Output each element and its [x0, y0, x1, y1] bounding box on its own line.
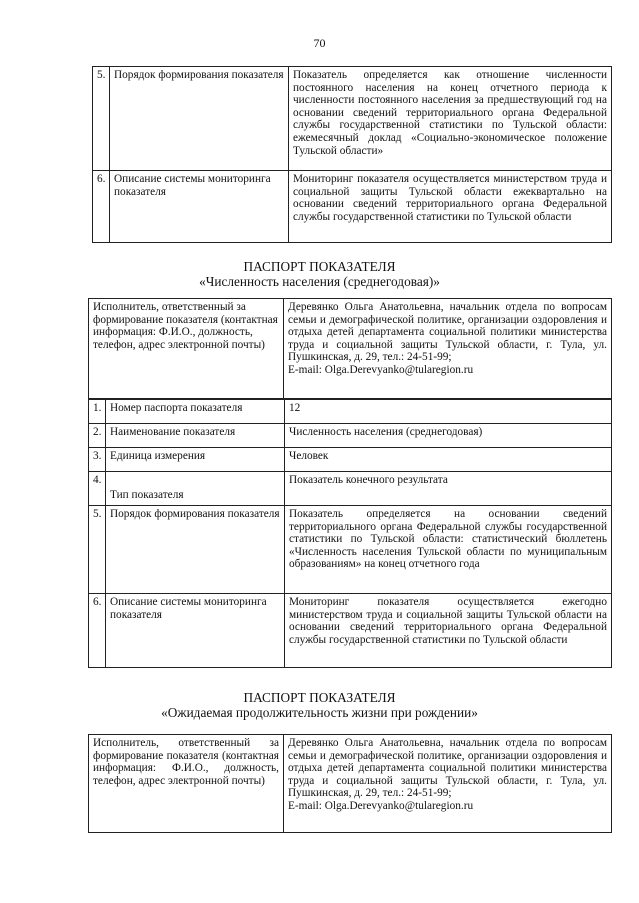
row-number: 3.	[89, 448, 106, 472]
row-number: 6.	[89, 594, 106, 668]
executor-info: Деревянко Ольга Анатольевна, начальник отдела по вопросам семьи и демографической политике, организации оздоровления и отдыха детей департамента социальной политики министерства труда и социальной защиты Тульской области, г. Тула, ул. Пушкинская, д. 29, тел.: 24-51-99;	[288, 301, 607, 364]
table-row	[93, 67, 612, 171]
passport-heading	[0, 690, 639, 720]
row-number: 5.	[93, 67, 110, 171]
page-number: 70	[313, 36, 326, 50]
executor-label: Исполнитель, ответственный за формирование показателя (контактная информация: Ф.И.О., должность, телефон, адрес электронной почты)	[89, 735, 284, 833]
executor-table	[88, 734, 612, 833]
row-value: Мониторинг показателя осуществляется министерством труда и социальной защиты Тульской области ежеквартально на основании сведений территориального органа Федеральной службы государственной статистики по Тульской области	[289, 171, 612, 243]
row-label: Единица измерения	[106, 448, 285, 472]
passport-table	[88, 399, 612, 668]
table-row	[89, 472, 612, 506]
row-value: Мониторинг показателя осуществляется ежегодно министерством труда и социальной защиты Тульской области на основании сведений территориального органа Федеральной службы государственной статистики по Тульской области	[285, 594, 612, 668]
table-row	[89, 735, 612, 833]
table-row	[89, 448, 612, 472]
executor-email: E-mail: Olga.Derevyanko@tularegion.ru	[288, 363, 474, 376]
row-label: Наименование показателя	[106, 424, 285, 448]
table-row	[93, 171, 612, 243]
continuation-table	[92, 66, 612, 243]
row-value: Показатель определяется как отношение численности постоянного населения на конец отчетного периода к численности постоянного населения за предшествующий год на основании сведений территориального органа Федеральной службы государственной статистики по Тульской области: ежемесячный доклад «Социально-экономическое положение Тульской области»	[289, 67, 612, 171]
row-number: 5.	[89, 506, 106, 594]
row-number: 6.	[93, 171, 110, 243]
row-number: 1.	[89, 400, 106, 424]
passport-subtitle: «Численность населения (среднегодовая)»	[199, 274, 440, 289]
row-label: Порядок формирования показателя	[106, 506, 285, 594]
executor-info: Деревянко Ольга Анатольевна, начальник отдела по вопросам семьи и демографической политике, организации оздоровления и отдыха детей департамента социальной политики министерства труда и социальной защиты Тульской области, г. Тула, ул. Пушкинская, д. 29, тел.: 24-51-99;	[288, 737, 607, 800]
executor-value	[284, 299, 612, 399]
table-row	[89, 400, 612, 424]
passport-title: ПАСПОРТ ПОКАЗАТЕЛЯ	[243, 259, 396, 274]
row-value: Численность населения (среднегодовая)	[285, 424, 612, 448]
executor-label: Исполнитель, ответственный за формирование показателя (контактная информация: Ф.И.О., должность, телефон, адрес электронной почты)	[89, 299, 284, 399]
row-value: 12	[285, 400, 612, 424]
table-row	[89, 424, 612, 448]
row-number: 2.	[89, 424, 106, 448]
row-number: 4.	[89, 472, 106, 506]
row-label: Описание системы мониторинга показателя	[106, 594, 285, 668]
table-row	[89, 299, 612, 399]
passport-subtitle: «Ожидаемая продолжительность жизни при рождении»	[161, 705, 478, 720]
row-value: Человек	[285, 448, 612, 472]
row-label: Номер паспорта показателя	[106, 400, 285, 424]
row-label: Порядок формирования показателя	[110, 67, 289, 171]
row-value: Показатель определяется на основании сведений территориального органа Федеральной службы государственной статистики по Тульской области: статистический бюллетень «Численность населения Тульской области по муниципальным образованиям» на конец отчетного года	[285, 506, 612, 594]
passport-title: ПАСПОРТ ПОКАЗАТЕЛЯ	[243, 690, 396, 705]
table-row	[89, 594, 612, 668]
table-row	[89, 506, 612, 594]
row-value: Показатель конечного результата	[285, 472, 612, 506]
executor-value	[284, 735, 612, 833]
executor-table	[88, 298, 612, 399]
row-label: Тип показателя	[106, 472, 285, 506]
passport-heading	[0, 259, 639, 289]
executor-email: E-mail: Olga.Derevyanko@tularegion.ru	[288, 799, 474, 812]
row-label: Описание системы мониторинга показателя	[110, 171, 289, 243]
